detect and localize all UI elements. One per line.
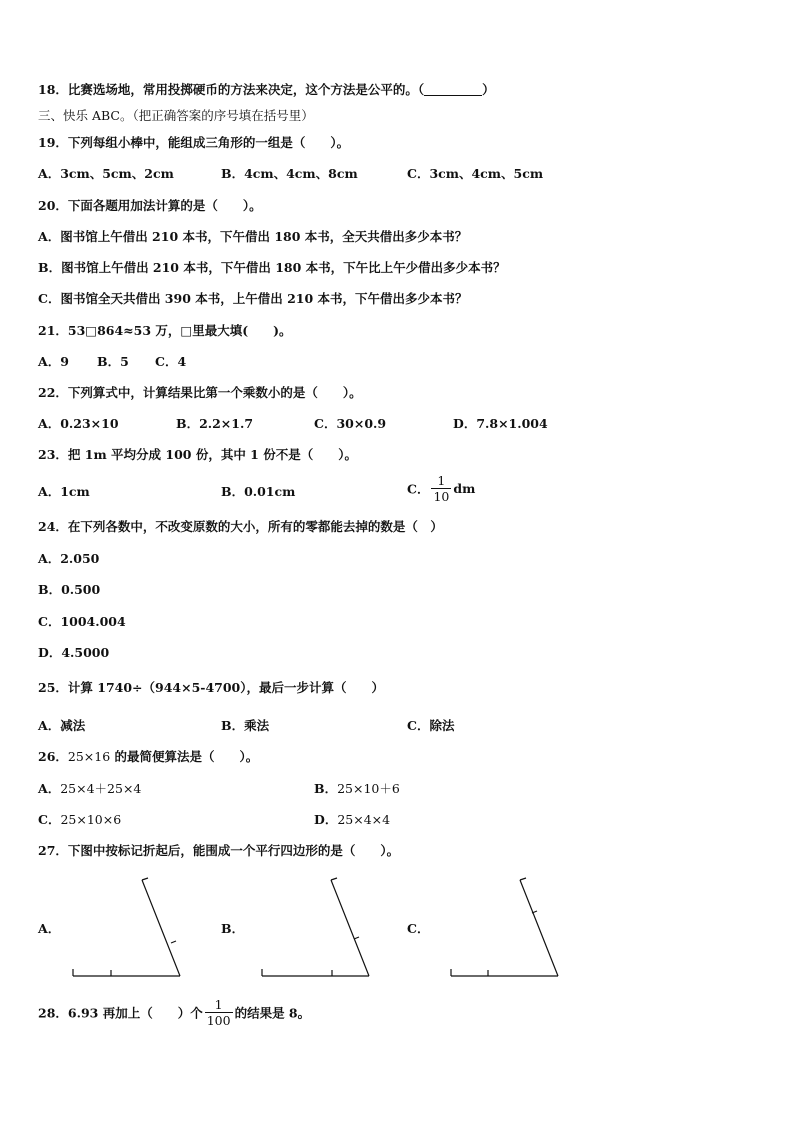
question-22: 22．下列算式中，计算结果比第一个乘数小的是（ ）。 <box>38 385 362 400</box>
option-c[interactable]: C．4 <box>155 354 187 369</box>
question-25: 25．计算 1740÷（944×5-4700），最后一步计算（ ） <box>38 680 385 695</box>
figure-b-top-tick <box>331 878 337 880</box>
question-21: 21．53□864≈53 万，□里最大填( )。 <box>38 323 292 338</box>
section-3-heading: 三、快乐 ABC。（把正确答案的序号填在括号里） <box>38 108 314 123</box>
option-b[interactable]: B．0.01cm <box>221 484 296 499</box>
option-a[interactable]: A．1cm <box>38 484 90 499</box>
option-c[interactable]: C．图书馆全天共借出 390 本书，上午借出 210 本书，下午借出多少本书？ <box>38 291 468 306</box>
question-28-suffix: 的结果是 8。 <box>234 1005 311 1021</box>
option-c[interactable]: C．30×0.9 <box>314 416 387 431</box>
figure-b-side-fold-mark <box>354 937 359 939</box>
question-26-number: 26． <box>38 749 68 764</box>
figure-b <box>250 870 390 985</box>
option-c[interactable] <box>407 473 475 504</box>
fraction-numerator: 1 <box>214 997 223 1012</box>
question-20: 20．下面各题用加法计算的是（ ）。 <box>38 198 262 213</box>
option-d-label: D． <box>314 812 338 827</box>
figure-a-side-fold-mark <box>171 941 176 943</box>
option-a-expression: 25×4＋25×4 <box>60 781 142 796</box>
option-c-expression: 25×10×6 <box>60 812 122 827</box>
option-d[interactable] <box>314 812 390 828</box>
question-23: 23．把 1m 平均分成 100 份，其中 1 份不是（ ）。 <box>38 447 357 462</box>
fraction <box>431 473 451 504</box>
question-27: 27．下图中按标记折起后，能围成一个平行四边形的是（ ）。 <box>38 843 400 858</box>
option-c[interactable] <box>38 812 121 828</box>
option-b[interactable]: B．图书馆上午借出 210 本书，下午借出 180 本书，下午比上午少借出多少本书？ <box>38 260 506 275</box>
option-a[interactable]: A． <box>38 921 61 936</box>
figure-b-side <box>331 880 369 976</box>
option-a[interactable]: A．减法 <box>38 718 86 733</box>
option-b[interactable]: B． <box>221 921 245 936</box>
fraction-denominator: 10 <box>433 489 450 504</box>
option-b[interactable]: B．0.500 <box>38 582 101 597</box>
option-d-expression: 25×4×4 <box>337 812 391 827</box>
option-b[interactable] <box>314 781 400 797</box>
figure-a <box>60 870 200 985</box>
question-18 <box>38 82 495 98</box>
option-a-label: A． <box>38 781 61 796</box>
option-c[interactable]: C． <box>407 921 430 936</box>
option-a[interactable]: A．2.050 <box>38 551 100 566</box>
fraction-denominator: 100 <box>206 1013 231 1028</box>
question-19: 19．下列每组小棒中，能组成三角形的一组是（ ）。 <box>38 135 350 150</box>
figure-a-side <box>142 880 180 976</box>
option-c[interactable]: C．3cm、4cm、5cm <box>407 166 544 181</box>
option-a[interactable]: A．0.23×10 <box>38 416 119 431</box>
option-b[interactable]: B．4cm、4cm、8cm <box>221 166 358 181</box>
option-c[interactable]: C．除法 <box>407 718 455 733</box>
figure-c <box>440 870 580 985</box>
option-b-label: B． <box>314 781 338 796</box>
option-c-label: C． <box>407 481 430 497</box>
question-26 <box>38 749 258 765</box>
figure-c-side <box>520 880 558 976</box>
option-d[interactable]: D．4.5000 <box>38 645 110 660</box>
option-a[interactable]: A．9 <box>38 354 69 369</box>
figure-a-top-tick <box>142 878 148 880</box>
unit: dm <box>453 481 476 496</box>
question-24: 24．在下列各数中，不改变原数的大小，所有的零都能去掉的数是（ ） <box>38 519 443 534</box>
question-28 <box>38 997 310 1028</box>
option-d[interactable]: D．7.8×1.004 <box>453 416 548 431</box>
option-a[interactable] <box>38 781 141 797</box>
fraction <box>205 997 233 1028</box>
question-28-text: 28．6.93 再加上（ ）个 <box>38 1005 203 1021</box>
option-c[interactable]: C．1004.004 <box>38 614 126 629</box>
question-18-text: 18．比赛选场地，常用投掷硬币的方法来决定，这个方法是公平的。（ <box>38 82 425 97</box>
option-b-expression: 25×10＋6 <box>337 781 400 796</box>
fraction-numerator: 1 <box>437 473 446 488</box>
option-a[interactable]: A．3cm、5cm、2cm <box>38 166 174 181</box>
answer-blank[interactable] <box>424 83 482 96</box>
question-18-tail: ） <box>482 82 495 97</box>
figure-c-top-tick <box>520 878 526 880</box>
option-c-label: C． <box>38 812 61 827</box>
option-b[interactable]: B．乘法 <box>221 718 270 733</box>
question-26-text: 的最简便算法是（ ）。 <box>110 749 259 764</box>
option-b[interactable]: B．5 <box>97 354 129 369</box>
expression: 25×16 <box>67 749 111 764</box>
option-a[interactable]: A．图书馆上午借出 210 本书，下午借出 180 本书，全天共借出多少本书？ <box>38 229 468 244</box>
option-b[interactable]: B．2.2×1.7 <box>176 416 254 431</box>
